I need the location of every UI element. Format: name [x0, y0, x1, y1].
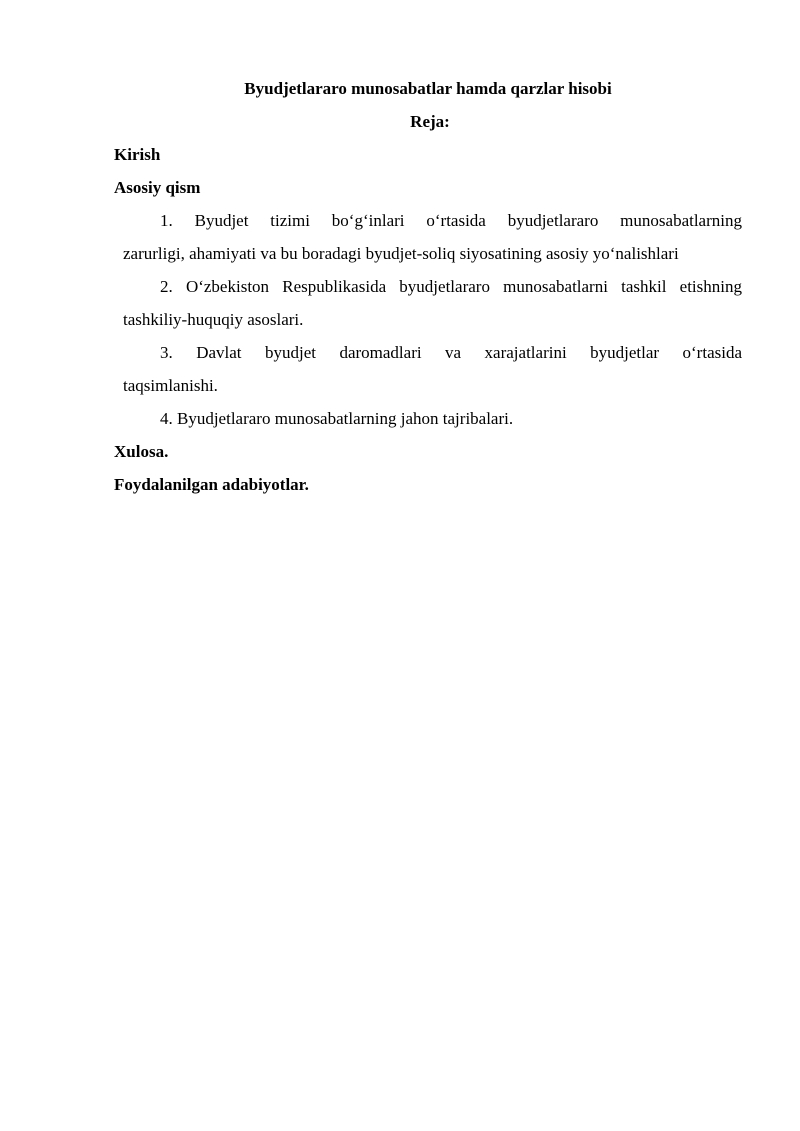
plan-heading: Reja: — [410, 112, 450, 131]
plan-item-2-line-1: 2. O‘zbekiston Respublikasida byudjetlararo munosabatlarni tashkil etishning — [160, 277, 742, 296]
plan-item-1-line-1: 1. Byudjet tizimi bo‘g‘inlari o‘rtasida byudjetlararo munosabatlarning — [160, 211, 742, 230]
plan-item-3-line-2: taqsimlanishi. — [123, 376, 218, 395]
plan-item-2-line-2: tashkiliy-huquqiy asoslari. — [123, 310, 304, 329]
references-heading: Foydalanilgan adabiyotlar. — [114, 475, 309, 494]
main-part-heading: Asosiy qism — [114, 178, 201, 197]
conclusion-heading: Xulosa. — [114, 442, 169, 461]
plan-item-3-line-1: 3. Davlat byudjet daromadlari va xarajatlarini byudjetlar o‘rtasida — [160, 343, 742, 362]
intro-heading: Kirish — [114, 145, 161, 164]
document-title: Byudjetlararo munosabatlar hamda qarzlar hisobi — [244, 79, 612, 98]
plan-item-1-line-2: zarurligi, ahamiyati va bu boradagi byudjet-soliq siyosatining asosiy yo‘nalishlari — [123, 244, 679, 263]
plan-item-4-line-1: 4. Byudjetlararo munosabatlarning jahon tajribalari. — [160, 409, 514, 428]
